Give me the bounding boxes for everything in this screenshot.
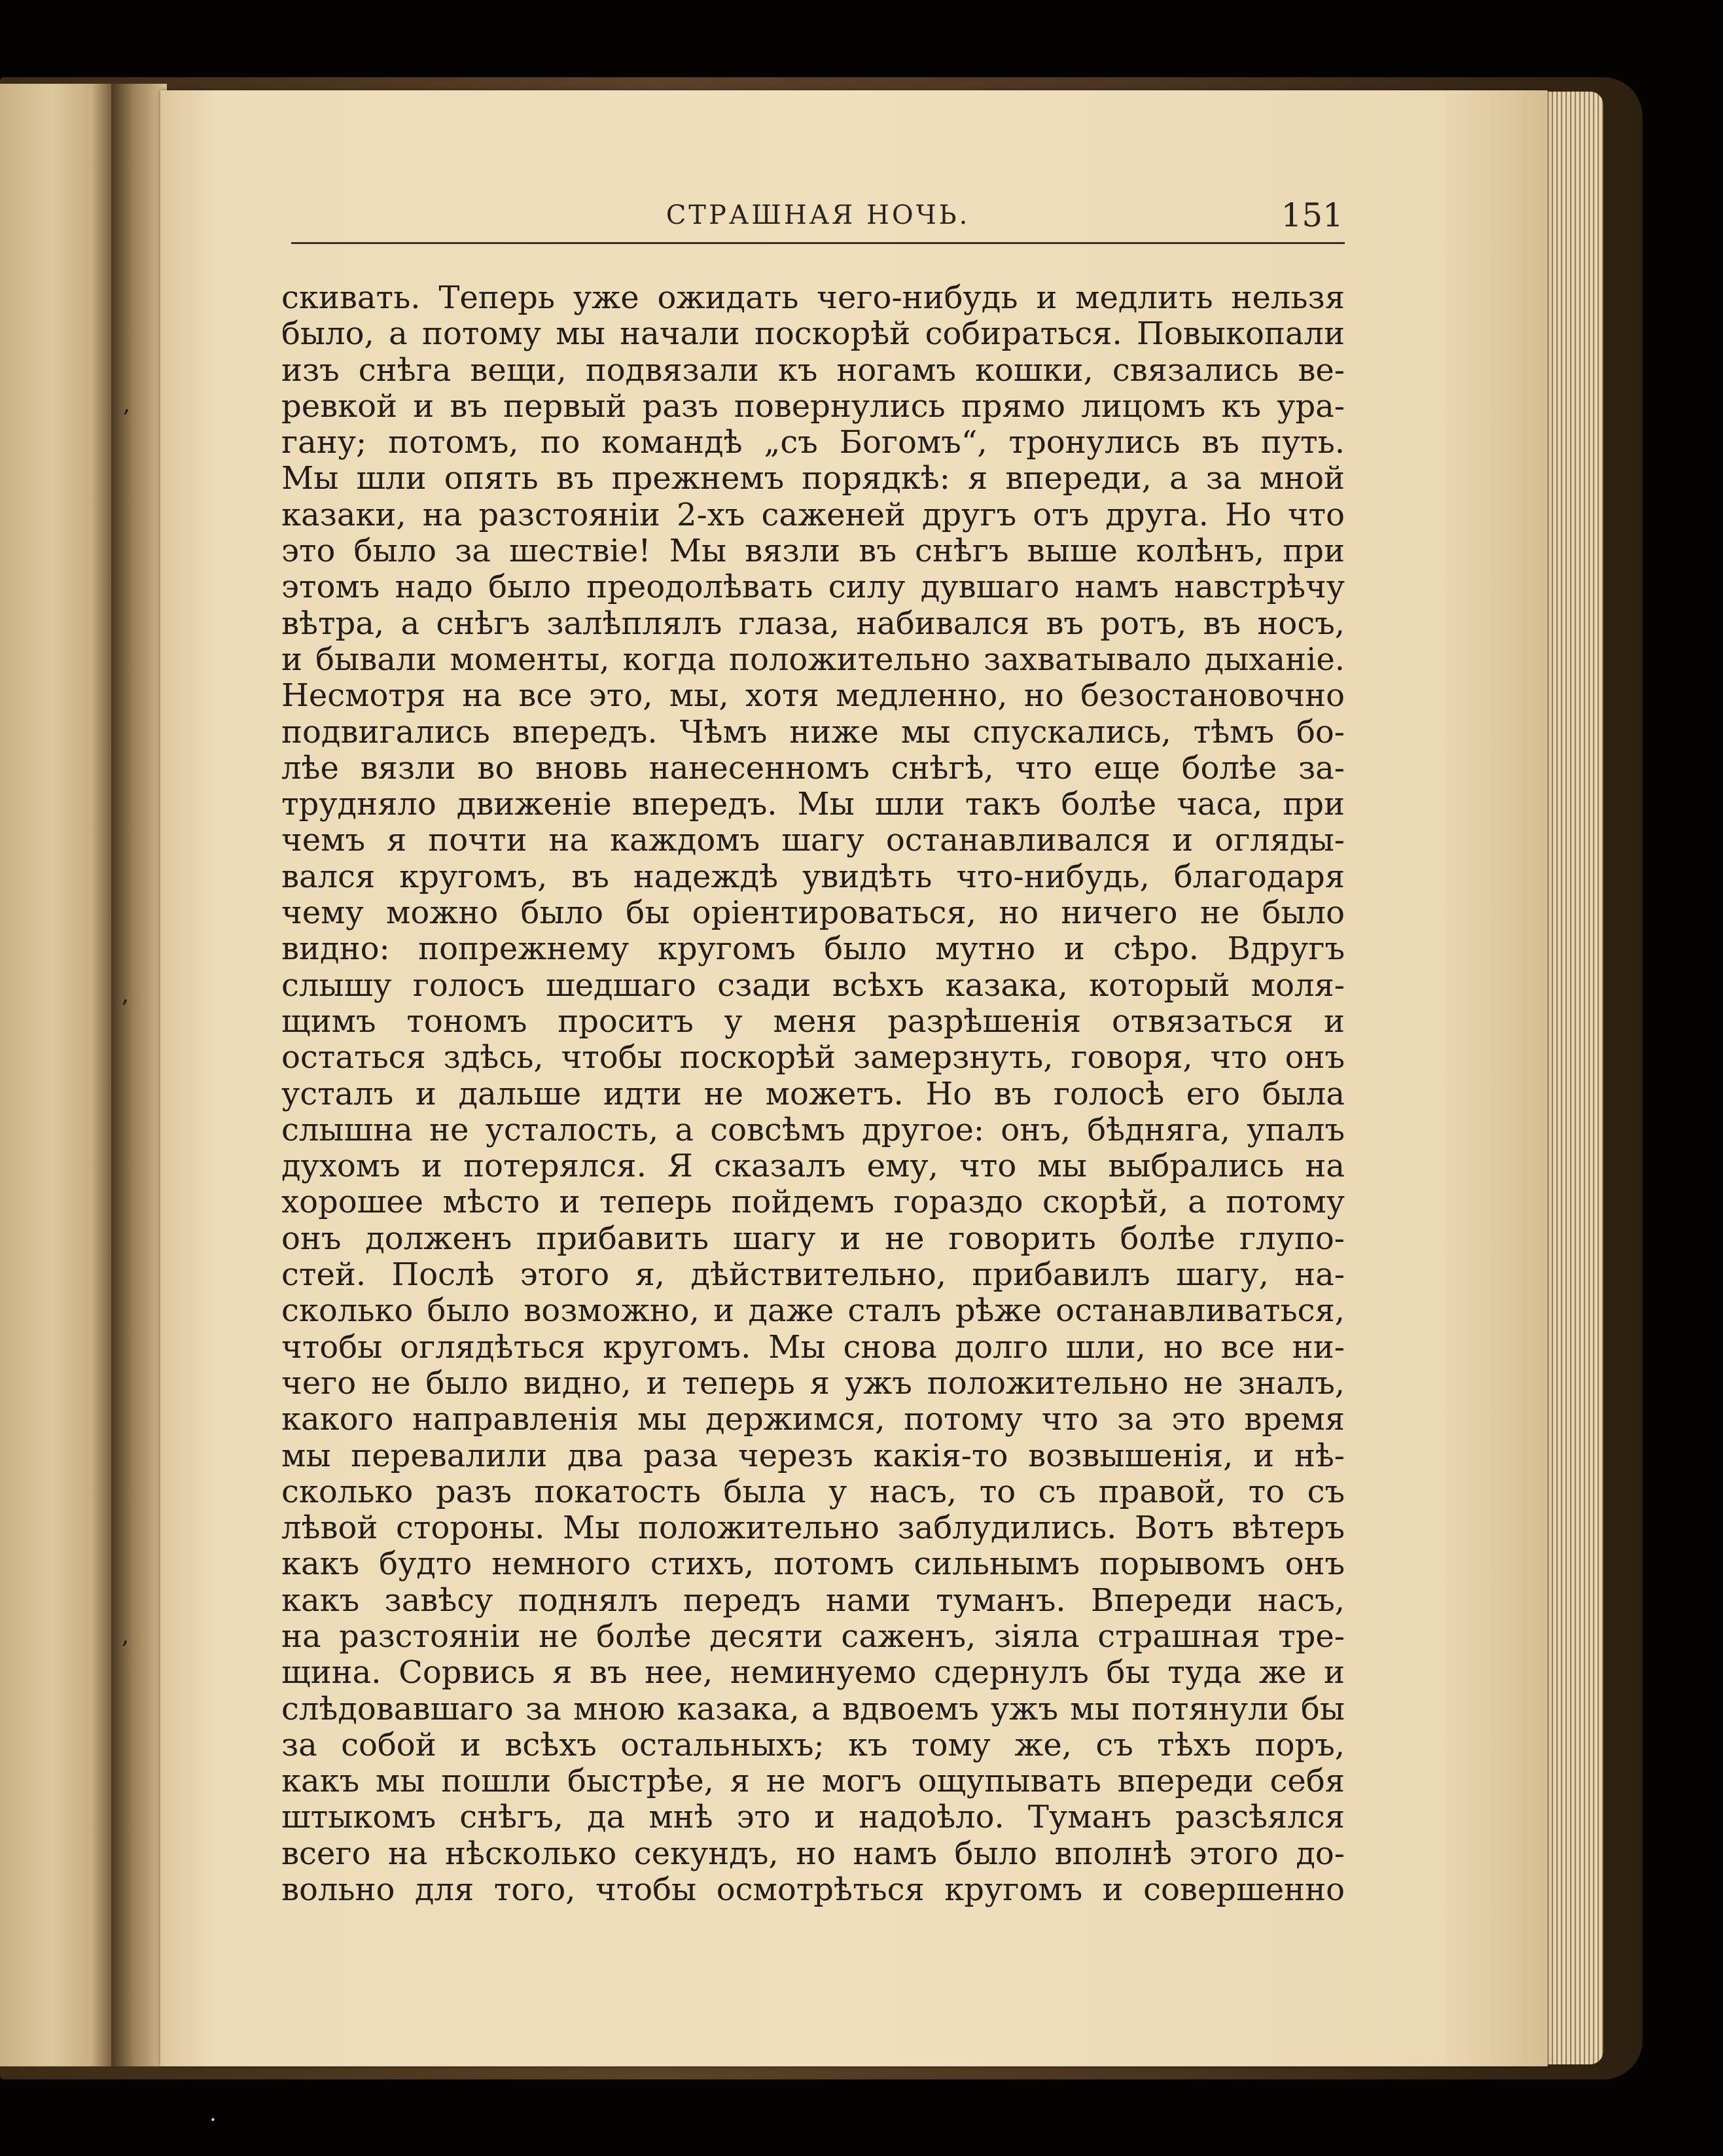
- text-line: щина. Сорвись я въ нее, неминуемо сдернулъ бы туда же и: [281, 1654, 1345, 1691]
- page-stack-edge: [1544, 92, 1603, 2064]
- text-line: какого направленія мы держимся, потому что за это время: [281, 1401, 1345, 1438]
- text-line: чемъ я почти на каждомъ шагу останавливался и огляды-: [281, 822, 1345, 859]
- text-line: какъ будто немного стихъ, потомъ сильнымъ порывомъ онъ: [281, 1546, 1345, 1583]
- text-line: ревкой и въ первый разъ повернулись прямо лицомъ къ ура-: [281, 387, 1345, 425]
- text-line: видно: попрежнему кругомъ было мутно и сѣро. Вдругъ: [281, 930, 1345, 968]
- text-line: этомъ надо было преодолѣвать силу дувшаго намъ навстрѣчу: [281, 569, 1345, 606]
- text-line: гану; потомъ, по командѣ „съ Богомъ“, тронулись въ путь.: [281, 424, 1345, 461]
- text-line: казаки, на разстояніи 2-хъ саженей другъ отъ друга. Но что: [281, 496, 1345, 533]
- margin-mark: ,: [122, 981, 129, 1008]
- running-title: СТРАШНАЯ НОЧЬ.: [666, 200, 970, 230]
- text-line: вольно для того, чтобы осмотрѣться кругомъ и совершенно: [281, 1871, 1345, 1909]
- text-line: чтобы оглядѣться кругомъ. Мы снова долго шли, но все ни-: [281, 1328, 1345, 1366]
- text-line: было, а потому мы начали поскорѣй собираться. Повыкопали: [281, 315, 1345, 353]
- margin-mark: ,: [122, 1623, 129, 1649]
- body-text: [281, 280, 1345, 1908]
- text-line: это было за шествіе! Мы вязли въ снѣгъ выше колѣнъ, при: [281, 533, 1345, 570]
- text-line: какъ мы пошли быстрѣе, я не могъ ощупывать впереди себя: [281, 1763, 1345, 1800]
- left-page: [0, 84, 115, 2066]
- text-line: на разстояніи не болѣе десяти саженъ, зіяла страшная тре-: [281, 1617, 1345, 1655]
- book-gutter: [111, 84, 167, 2066]
- text-line: усталъ и дальше идти не можетъ. Но въ голосѣ его была: [281, 1075, 1345, 1112]
- margin-mark: ,: [123, 391, 130, 417]
- text-line: лѣвой стороны. Мы положительно заблудились. Вотъ вѣтеръ: [281, 1510, 1345, 1547]
- text-line: чему можно было бы оріентироваться, но ничего не было: [281, 894, 1345, 932]
- text-line: трудняло движеніе впередъ. Мы шли такъ болѣе часа, при: [281, 786, 1345, 823]
- text-line: мы перевалили два раза черезъ какія-то возвышенія, и нѣ-: [281, 1437, 1345, 1474]
- text-line: духомъ и потерялся. Я сказалъ ему, что мы выбрались на: [281, 1148, 1345, 1185]
- text-line: Несмотря на все это, мы, хотя медленно, но безостановочно: [281, 677, 1345, 715]
- margin-mark: .: [209, 2100, 217, 2127]
- text-line: онъ долженъ прибавить шагу и не говорить болѣе глупо-: [281, 1220, 1345, 1257]
- text-line: вѣтра, а снѣгъ залѣплялъ глаза, набивался въ ротъ, въ носъ,: [281, 605, 1345, 642]
- text-line: изъ снѣга вещи, подвязали къ ногамъ кошки, связались ве-: [281, 351, 1345, 389]
- text-line: слѣдовавшаго за мною казака, а вдвоемъ ужъ мы потянули бы: [281, 1690, 1345, 1727]
- text-line: лѣе вязли во вновь нанесенномъ снѣгѣ, что еще болѣе за-: [281, 749, 1345, 786]
- text-line: какъ завѣсу поднялъ передъ нами туманъ. Впереди насъ,: [281, 1582, 1345, 1619]
- text-line: штыкомъ снѣгъ, да мнѣ это и надоѣло. Туманъ разсѣялся: [281, 1799, 1345, 1836]
- text-line: сколько разъ покатость была у насъ, то съ правой, то съ: [281, 1473, 1345, 1510]
- text-line: за собой и всѣхъ остальныхъ; къ тому же, съ тѣхъ поръ,: [281, 1726, 1345, 1763]
- text-line: Мы шли опять въ прежнемъ порядкѣ: я впереди, а за мной: [281, 460, 1345, 497]
- text-line: всего на нѣсколько секундъ, но намъ было вполнѣ этого до-: [281, 1835, 1345, 1872]
- text-line: подвигались впередъ. Чѣмъ ниже мы спускались, тѣмъ бо-: [281, 713, 1345, 751]
- text-line: сколько было возможно, и даже сталъ рѣже останавливаться,: [281, 1292, 1345, 1330]
- page-number: 151: [1281, 196, 1343, 234]
- text-line: щимъ тономъ проситъ у меня разрѣшенія отвязаться и: [281, 1002, 1345, 1040]
- text-line: чего не было видно, и теперь я ужъ положительно не зналъ,: [281, 1364, 1345, 1402]
- text-line: вался кругомъ, въ надеждѣ увидѣть что-нибудь, благодаря: [281, 858, 1345, 895]
- text-line: слышна не усталость, а совсѣмъ другое: онъ, бѣдняга, упалъ: [281, 1111, 1345, 1148]
- text-line: хорошее мѣсто и теперь пойдемъ гораздо скорѣй, а потому: [281, 1184, 1345, 1221]
- running-head: [291, 196, 1345, 244]
- text-line: и бывали моменты, когда положительно захватывало дыханіе.: [281, 641, 1345, 678]
- text-line: скивать. Теперь уже ожидать чего-нибудь и медлить нельзя: [281, 279, 1345, 316]
- text-line: слышу голосъ шедшаго сзади всѣхъ казака, который моля-: [281, 966, 1345, 1004]
- text-line: стей. Послѣ этого я, дѣйствительно, прибавилъ шагу, на-: [281, 1256, 1345, 1294]
- text-line: остаться здѣсь, чтобы поскорѣй замерзнуть, говоря, что онъ: [281, 1039, 1345, 1076]
